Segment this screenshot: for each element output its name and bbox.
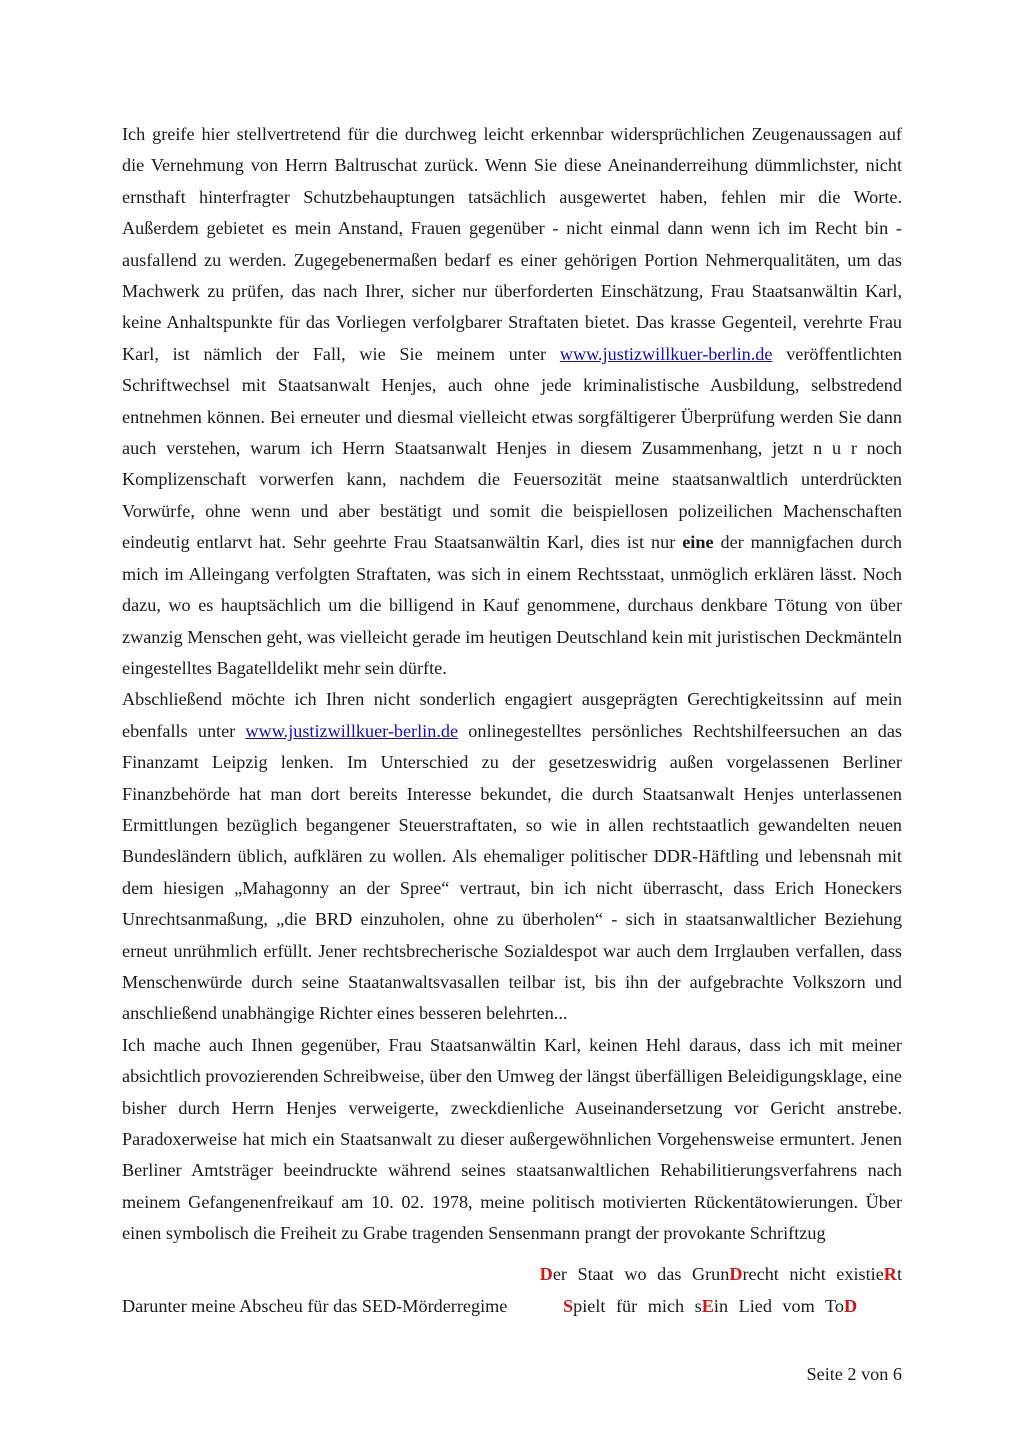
slogan-line-2: Darunter meine Abscheu für das SED-Mörderregime Spielt für mich sEin Lied vom ToD xyxy=(122,1296,858,1316)
website-link[interactable]: www.justizwillkuer-berlin.de xyxy=(245,720,459,741)
emphasized-word: eine xyxy=(682,532,714,553)
slogan-intro: Darunter meine Abscheu für das SED-Mörderregime xyxy=(122,1296,508,1316)
letter-body xyxy=(122,119,902,1250)
page-number: Seite 2 von 6 xyxy=(806,1364,902,1384)
website-link[interactable]: www.justizwillkuer-berlin.de xyxy=(559,343,773,364)
paragraph-3: Ich mache auch Ihnen gegenüber, Frau Staatsanwältin Karl, keinen Hehl daraus, dass ich mit meiner absichtlich provozierenden Schreibweise, über den Umweg der längst überfälligen Beleidigungsklage, eine bisher durch Herrn Henjes verweigerte, zweckdienliche Auseinandersetzung vor Gericht anstrebe. Paradoxerweise hat mich ein Staatsanwalt zu dieser außergewöhnlichen Vorgehensweise ermuntert. Jenen Berliner Amtsträger beeindruckte während seines staatsanwaltlichen Rehabilitierungsverfahrens nach meinem Gefangenenfreikauf am 10. 02. 1978, meine politisch motivierten Rückentätowierungen. Über einen symbolisch die Freiheit zu Grabe tragenden Sensenmann prangt der provokante Schriftzug xyxy=(122,1034,902,1244)
paragraph-2: Abschließend möchte ich Ihren nicht sonderlich engagiert ausgeprägten Gerechtigkeitssinn auf mein ebenfalls unter www.justizwillkuer-berlin.de onlinegestelltes persönliches Rechtshilfeersuchen an das Finanzamt Leipzig lenken. Im Unterschied zu der gesetzeswidrig außen vorgelassenen Berliner Finanzbehörde hat man dort bereits Interesse bekundet, die durch Staatsanwalt Henjes unterlassenen Ermittlungen bezüglich begangener Steuerstraftaten, so wie in allen rechtstaatlich gewandelten neuen Bundesländern üblich, aufklären zu wollen. Als ehemaliger politischer DDR-Häftling und lebensnah mit dem hiesigen „Mahagonny an der Spree“ vertraut, bin ich nicht überrascht, dass Erich Honeckers Unrechtsanmaßung, „die BRD einzuholen, ohne zu überholen“ - sich in staatsanwaltlicher Beziehung erneut unrühmlich erfüllt. Jener rechtsbrecherische Sozialdespot war auch dem Irrglauben verfallen, dass Menschenwürde durch seine Staatanwaltsvasallen teilbar ist, bis ihn der aufgebrachte Volkszorn und anschließend unabhängige Richter eines besseren belehrten... xyxy=(122,689,902,1024)
paragraph-1: Ich greife hier stellvertretend für die durchweg leicht erkennbar widersprüchlichen Zeugenaussagen auf die Vernehmung von Herrn Baltruschat zurück. Wenn Sie diese Aneinanderreihung dümmlichster, nicht ernsthaft hinterfragter Schutzbehauptungen tatsächlich ausgewertet haben, fehlen mir die Worte. Außerdem gebietet es mein Anstand, Frauen gegenüber - nicht einmal dann wenn ich im Recht bin - ausfallend zu werden. Zugegebenermaßen bedarf es einer gehörigen Portion Nehmerqualitäten, um das Machwerk zu prüfen, das nach Ihrer, sicher nur überforderten Einschätzung, Frau Staatsanwältin Karl, keine Anhaltspunkte für das Vorliegen verfolgbarer Straftaten bietet. Das krasse Gegenteil, verehrte Frau Karl, ist nämlich der Fall, wie Sie meinem unter www.justizwillkuer-berlin.de veröffentlichten Schriftwechsel mit Staatsanwalt Henjes, auch ohne jede kriminalistische Ausbildung, selbstredend entnehmen können. Bei erneuter und diesmal vielleicht etwas sorgfältigerer Überprüfung werden Sie dann auch verstehen, warum ich Herrn Staatsanwalt Henjes in diesem Zusammenhang, jetzt n u r noch Komplizenschaft vorwerfen kann, nachdem die Feuersozität meine staatsanwaltlich unterdrückten Vorwürfe, ohne wenn und aber bestätigt und somit die beispiellosen polizeilichen Machenschaften eindeutig entlarvt hat. Sehr geehrte Frau Staatsanwältin Karl, dies ist nur eine der mannigfachen durch mich im Alleingang verfolgten Straftaten, was sich in einem Rechtsstaat, unmöglich erklären lässt. Noch dazu, wo es hauptsächlich um die billigend in Kauf genommene, durchaus denkbare Tötung von über zwanzig Menschen geht, was vielleicht gerade im heutigen Deutschland kein mit juristischen Deckmänteln eingestelltes Bagatelldelikt mehr sein dürfte. xyxy=(122,124,903,678)
slogan-line-1: Der Staat wo das GrunDrecht nicht existieRt xyxy=(539,1264,902,1284)
